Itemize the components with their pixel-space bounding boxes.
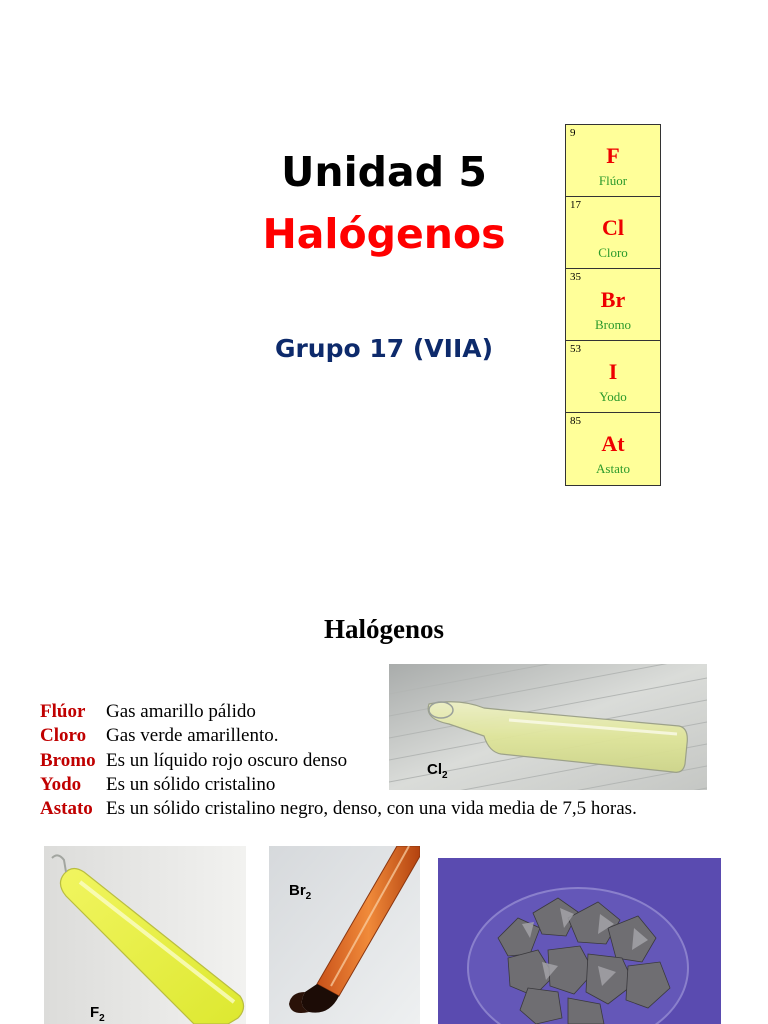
halogen-row	[40, 798, 637, 820]
element-cell-cl	[566, 197, 660, 269]
iodine-crystals-photo	[438, 858, 721, 1024]
bromine-tube-photo	[269, 846, 420, 1024]
halogen-name: Yodo	[40, 774, 82, 795]
atomic-number: 85	[570, 415, 581, 427]
halogen-name: Bromo	[40, 750, 96, 771]
element-cell-i	[566, 341, 660, 413]
element-name: Bromo	[594, 317, 632, 332]
element-name: Cloro	[598, 245, 628, 260]
element-name: Flúor	[598, 173, 628, 188]
element-symbol: At	[601, 431, 625, 456]
section-heading: Halógenos	[323, 614, 444, 644]
halogen-description: Gas amarillo pálido	[106, 701, 256, 722]
group-label: Grupo 17 (VIIA)	[274, 334, 494, 363]
halogen-name: Cloro	[40, 725, 87, 746]
atomic-number: 53	[570, 343, 581, 355]
element-cell-br	[566, 269, 660, 341]
slide-title: Unidad 5	[281, 148, 487, 196]
halogen-row	[40, 750, 347, 772]
fluorine-ampoule-photo	[44, 846, 246, 1024]
chlorine-label: $Cl_2$	[427, 761, 448, 781]
element-symbol: I	[608, 359, 618, 384]
bromine-label: $Br_2$	[289, 882, 312, 902]
atomic-number: 35	[570, 271, 581, 283]
halogen-description: Es un líquido rojo oscuro denso	[106, 750, 348, 771]
halogen-description: Es un sólido cristalino negro, denso, con una vida media de 7,5 horas.	[106, 798, 637, 819]
halogen-name: Astato	[40, 798, 93, 819]
chlorine-ampoule-photo	[389, 664, 707, 790]
slide-subtitle: Halógenos	[262, 210, 506, 258]
element-name: Yodo	[599, 389, 627, 404]
halogen-description: Es un sólido cristalino	[106, 774, 276, 795]
halogen-row	[40, 774, 275, 796]
halogen-row	[40, 701, 256, 723]
atomic-number: 9	[570, 127, 576, 139]
halogen-row	[40, 725, 279, 747]
element-symbol: Br	[600, 287, 626, 312]
halogen-description: Gas verde amarillento.	[106, 725, 279, 746]
element-name: Astato	[596, 461, 630, 476]
periodic-table-column	[565, 124, 661, 486]
halogen-name: Flúor	[40, 701, 86, 722]
element-cell-at	[566, 413, 660, 485]
element-symbol: Cl	[602, 215, 624, 240]
element-symbol: F	[606, 143, 620, 168]
element-cell-f	[566, 125, 660, 197]
fluorine-label: $F_2$	[90, 1004, 105, 1024]
atomic-number: 17	[570, 199, 581, 211]
